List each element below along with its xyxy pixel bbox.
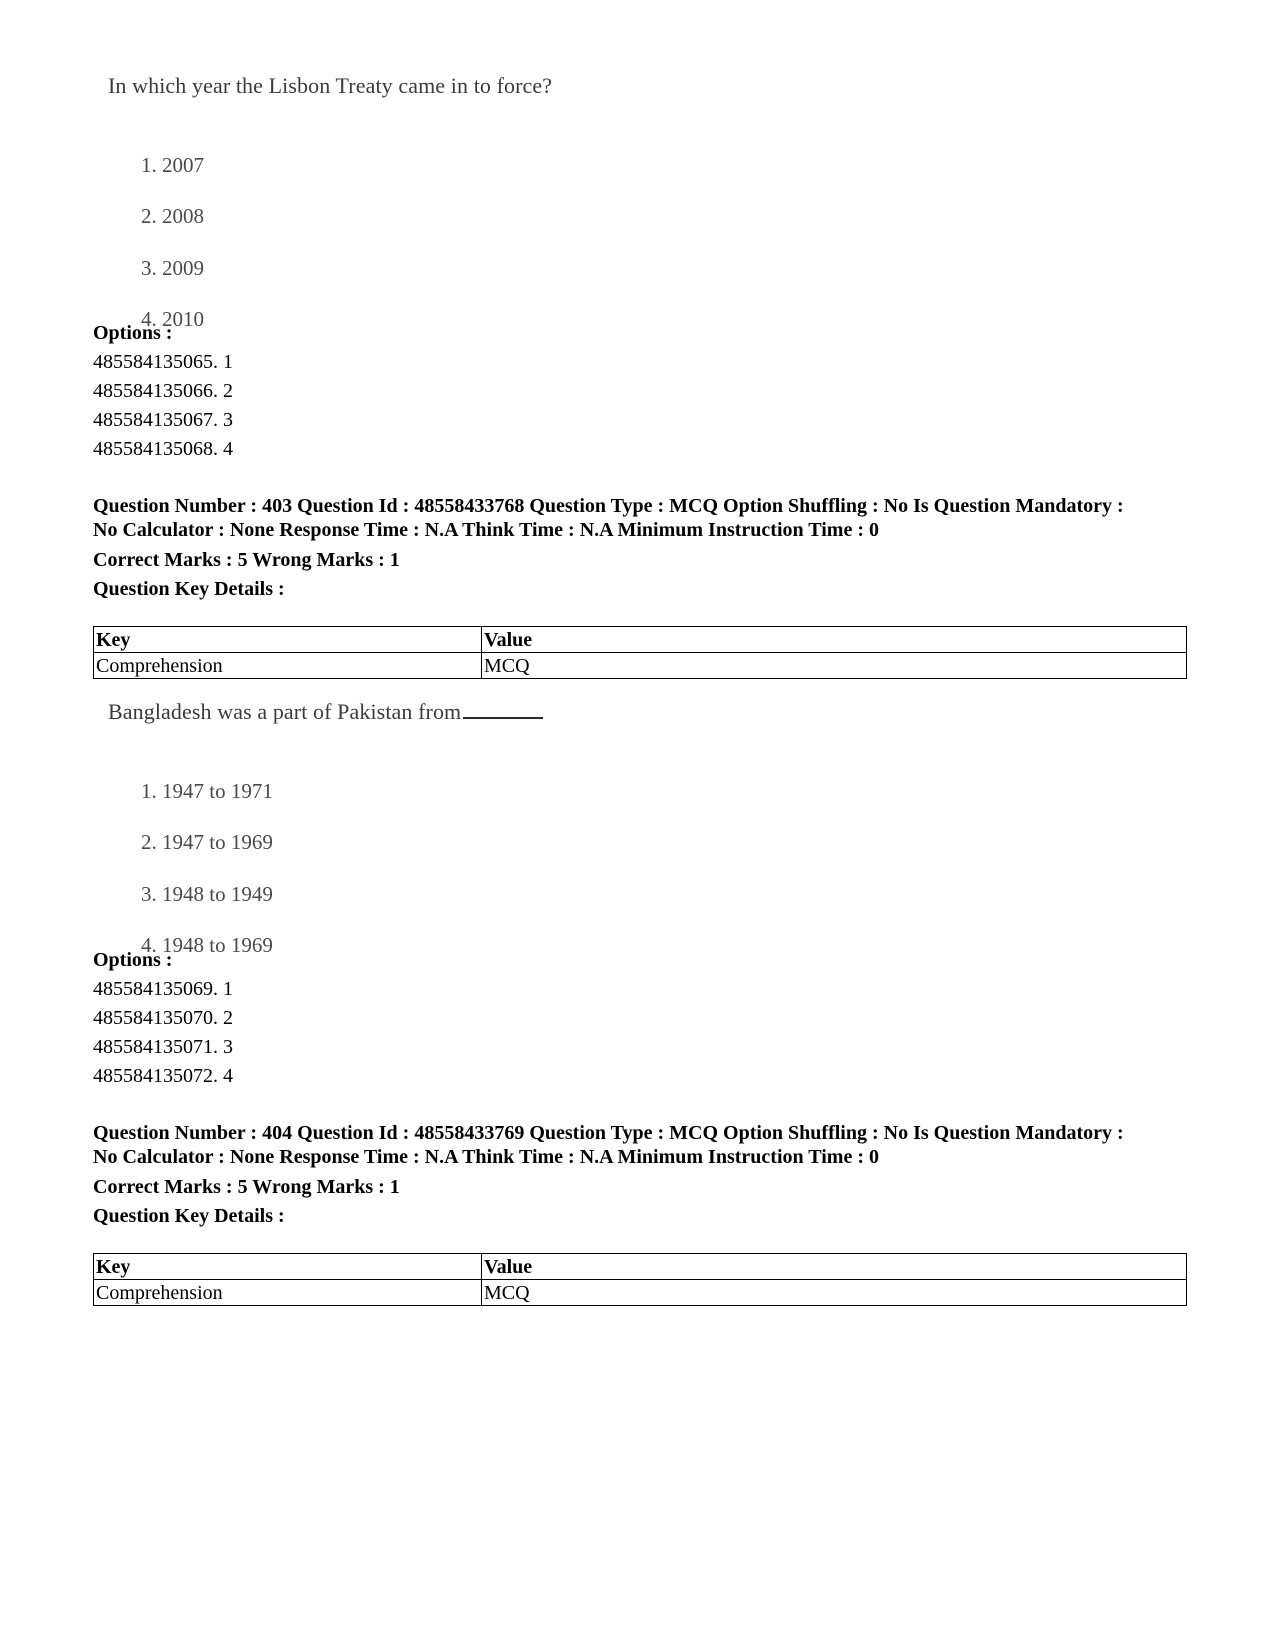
table-row	[94, 1280, 1187, 1306]
choice-item: 2. 2008	[141, 204, 204, 228]
table-header-row	[94, 627, 1187, 653]
table-header-value: Value	[482, 1254, 1187, 1280]
option-id-item: 485584135069. 1	[93, 978, 233, 1000]
option-id-item: 485584135071. 3	[93, 1036, 233, 1058]
question-key-table	[93, 626, 1187, 679]
choice-item: 1. 2007	[141, 153, 204, 177]
question-meta-line: No Calculator : None Response Time : N.A Think Time : N.A Minimum Instruction Time : 0	[93, 519, 879, 541]
question-text: In which year the Lisbon Treaty came in to force?	[108, 73, 553, 98]
question-403-header	[93, 494, 1193, 604]
options-section	[93, 319, 233, 464]
table-header-key: Key	[94, 627, 482, 653]
option-id-item: 485584135070. 2	[93, 1007, 233, 1029]
marks-line: Correct Marks : 5 Wrong Marks : 1	[93, 549, 400, 571]
option-id-item: 485584135065. 1	[93, 351, 233, 373]
choice-item: 4. 1948 to 1969	[141, 933, 273, 957]
option-id-item: 485584135067. 3	[93, 409, 233, 431]
choice-item: 2. 1947 to 1969	[141, 830, 273, 854]
table-header-key: Key	[94, 1254, 482, 1280]
answer-blank-line	[463, 699, 543, 719]
table-header-row	[94, 1254, 1187, 1280]
options-label: Options :	[93, 949, 173, 971]
question-meta-line: No Calculator : None Response Time : N.A Think Time : N.A Minimum Instruction Time : 0	[93, 1146, 879, 1168]
table-cell-key: Comprehension	[94, 1280, 482, 1306]
table-cell-value: MCQ	[482, 653, 1187, 679]
question-text: Bangladesh was a part of Pakistan from	[108, 699, 462, 724]
question-meta-line: Question Number : 403 Question Id : 48558433768 Question Type : MCQ Option Shuffling : No Is Question Mandatory :	[93, 495, 1124, 517]
options-list	[93, 975, 233, 1091]
options-section	[93, 946, 233, 1091]
choice-item: 3. 2009	[141, 256, 204, 280]
question-meta-line: Question Number : 404 Question Id : 48558433769 Question Type : MCQ Option Shuffling : No Is Question Mandatory :	[93, 1122, 1124, 1144]
option-id-item: 485584135066. 2	[93, 380, 233, 402]
choice-item: 4. 2010	[141, 307, 204, 331]
question-key-table	[93, 1253, 1187, 1306]
question-404-header	[93, 1121, 1193, 1231]
question-text-line	[108, 698, 628, 726]
key-details-label: Question Key Details :	[93, 578, 285, 600]
question-image-lisbon	[108, 72, 628, 331]
question-image-bangladesh	[108, 698, 628, 957]
options-list	[93, 348, 233, 464]
marks-line: Correct Marks : 5 Wrong Marks : 1	[93, 1176, 400, 1198]
option-id-item: 485584135072. 4	[93, 1065, 233, 1087]
option-id-item: 485584135068. 4	[93, 438, 233, 460]
options-label: Options :	[93, 322, 173, 344]
table-header-value: Value	[482, 627, 1187, 653]
key-details-label: Question Key Details :	[93, 1205, 285, 1227]
table-row	[94, 653, 1187, 679]
table-cell-key: Comprehension	[94, 653, 482, 679]
table-cell-value: MCQ	[482, 1280, 1187, 1306]
choice-item: 1. 1947 to 1971	[141, 779, 273, 803]
choice-item: 3. 1948 to 1949	[141, 882, 273, 906]
